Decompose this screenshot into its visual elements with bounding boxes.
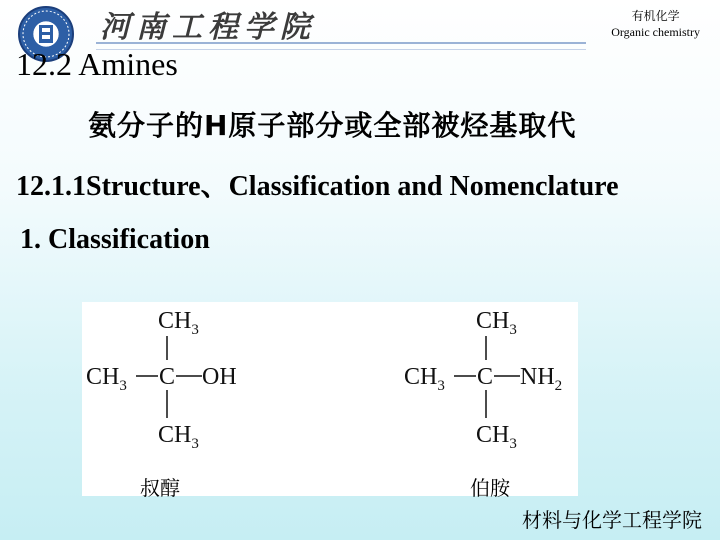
- left-right-group: OH: [202, 364, 237, 390]
- amine-definition: 氨分子的H原子部分或全部被烃基取代: [88, 109, 577, 142]
- left-caption: 叔醇: [140, 476, 180, 500]
- course-name-en: Organic chemistry: [611, 25, 700, 39]
- right-right-group: $NH_2$: [520, 364, 563, 394]
- section-heading: 12.1.1Structure、Classification and Nomenclature: [16, 171, 619, 202]
- left-center-atom: C: [159, 364, 176, 390]
- right-top-group: $CH_3$: [476, 308, 517, 338]
- structure-diagram: [82, 302, 578, 496]
- primary-amine-structure: [404, 308, 562, 452]
- right-caption: 伯胺: [470, 476, 510, 500]
- university-name-calligraphy: 河南工程学院: [100, 10, 316, 45]
- footer-org: 材料与化学工程学院: [522, 508, 702, 532]
- subsection-heading: 1. Classification: [20, 224, 210, 255]
- course-label: [611, 8, 700, 40]
- right-left-group: $CH_3$: [404, 364, 445, 394]
- left-left-group: $CH_3$: [86, 364, 127, 394]
- right-center-atom: C: [477, 364, 494, 390]
- left-top-group: $CH_3$: [158, 308, 199, 338]
- left-bottom-group: $CH_3$: [158, 422, 199, 452]
- right-bottom-group: $CH_3$: [476, 422, 517, 452]
- tertiary-alcohol-structure: [86, 308, 237, 452]
- course-name-cn: 有机化学: [631, 9, 680, 23]
- slide-title: 12.2 Amines: [16, 46, 178, 82]
- structure-figure: [82, 302, 578, 500]
